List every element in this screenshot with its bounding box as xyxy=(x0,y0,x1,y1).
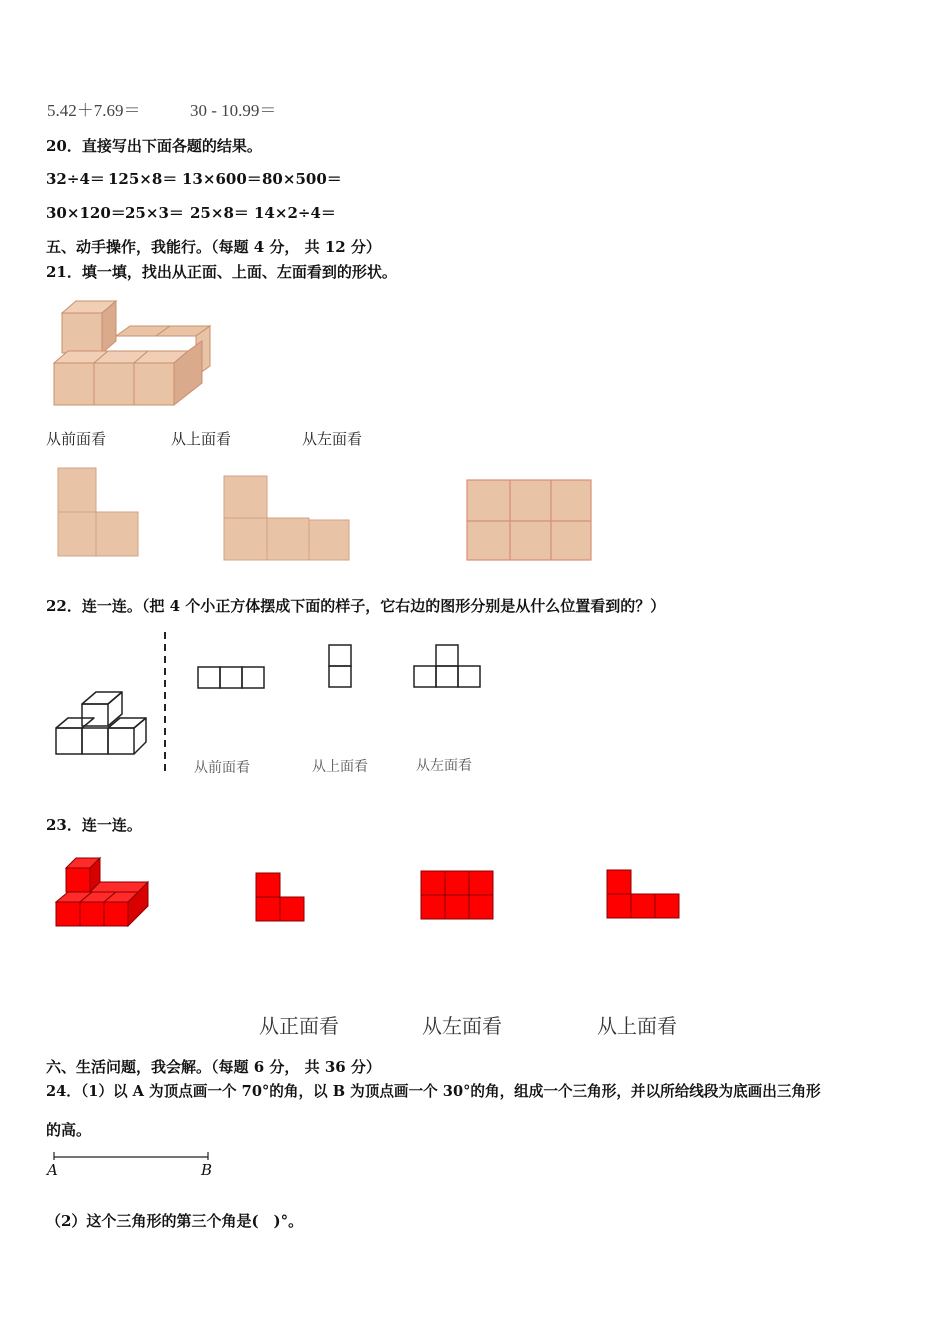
q20-row2-item: 30×120＝ xyxy=(46,204,126,222)
q22-dashed-divider xyxy=(160,630,170,780)
q20-row2-item: 25×3＝ xyxy=(125,204,184,222)
q24-segment-ab xyxy=(48,1150,218,1164)
q21-label-front: 从前面看 xyxy=(46,430,107,448)
q20-row1-item: 13×600＝ xyxy=(182,170,262,188)
q21-title: 21．填一填，找出从正面、上面、左面看到的形状。 xyxy=(46,263,397,281)
q22-view-t-shape xyxy=(412,643,484,691)
q23-label-front: 从正面看 xyxy=(259,1014,339,1038)
section5-title: 五、动手操作，我能行。（每题 4 分， 共 12 分） xyxy=(46,238,381,256)
q23-label-left: 从左面看 xyxy=(422,1014,502,1038)
q24-part2: （2）这个三角形的第三个角是( )°。 xyxy=(46,1212,304,1230)
q21-label-top: 从上面看 xyxy=(171,430,232,448)
q22-view-row-of-three xyxy=(196,665,266,691)
calc-expression-2: 30 - 10.99＝ xyxy=(190,101,277,120)
q21-view-shape-3 xyxy=(466,478,601,568)
q22-cube-figure xyxy=(54,688,154,763)
q22-label-left: 从左面看 xyxy=(416,758,472,774)
q21-view-shape-1 xyxy=(55,465,155,560)
q21-label-left: 从左面看 xyxy=(302,430,363,448)
section6-title: 六、生活问题，我会解。（每题 6 分， 共 36 分） xyxy=(46,1058,381,1076)
q23-red-view-l-long xyxy=(605,868,681,920)
q22-label-top: 从上面看 xyxy=(312,759,368,775)
q23-red-cube-figure xyxy=(52,852,152,932)
q23-title: 23．连一连。 xyxy=(46,816,142,834)
q22-view-column-of-two xyxy=(327,643,355,691)
q24-question-line1: 24．（1）以 A 为顶点画一个 70°的角，以 B 为顶点画一个 30°的角，组成一个三角形，并以所给线段为底画出三角形 xyxy=(46,1083,821,1100)
q24-question-line2: 的高。 xyxy=(46,1121,92,1139)
q20-row1-item: 80×500＝ xyxy=(262,170,342,188)
q22-label-front: 从前面看 xyxy=(194,760,250,776)
q20-row1-item: 32÷4＝ xyxy=(46,170,105,188)
q24-point-a-label: A xyxy=(47,1161,58,1179)
q23-red-view-grid xyxy=(419,869,495,921)
q21-cube-stack-figure xyxy=(48,298,208,413)
q23-red-view-l-small xyxy=(254,871,306,923)
q20-row2-item: 25×8＝ xyxy=(190,204,249,222)
q21-view-shape-2 xyxy=(222,474,362,569)
q24-point-b-label: B xyxy=(201,1161,213,1179)
q20-row2-item: 14×2÷4＝ xyxy=(254,204,336,222)
q20-row1-item: 125×8＝ xyxy=(108,170,178,188)
q22-title: 22．连一连。（把 4 个小正方体摆成下面的样子，它右边的图形分别是从什么位置看到的？） xyxy=(46,597,666,615)
q20-title: 20．直接写出下面各题的结果。 xyxy=(46,137,262,155)
calc-expression-1: 5.42＋7.69＝ xyxy=(47,101,141,120)
q23-label-top: 从上面看 xyxy=(597,1014,677,1038)
